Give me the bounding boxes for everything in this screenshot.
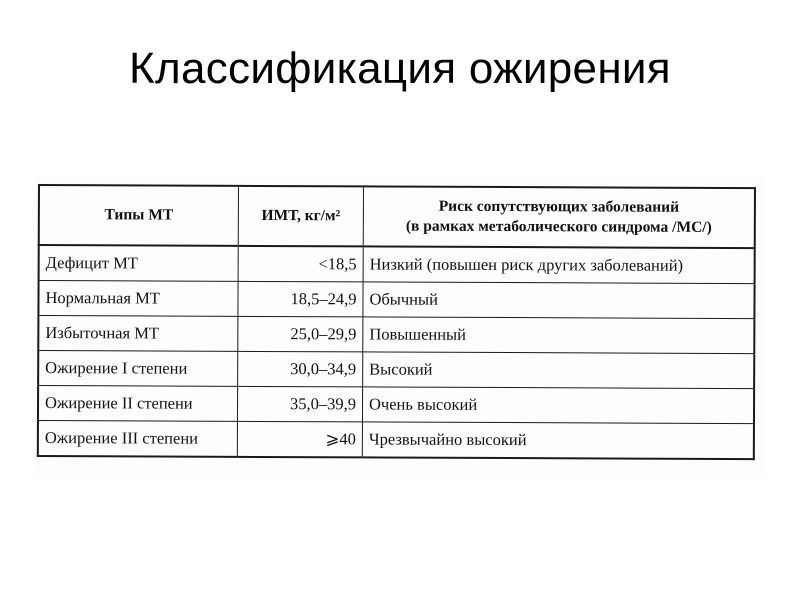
header-risk-line1: Риск сопутствующих заболеваний xyxy=(438,197,680,216)
cell-bmi: 35,0–39,9 xyxy=(237,386,362,422)
cell-risk: Очень высокий xyxy=(362,387,754,424)
table-row xyxy=(39,245,755,284)
cell-risk: Чрезвычайно высокий xyxy=(362,422,754,459)
slide-title: Классификация ожирения xyxy=(129,44,671,93)
cell-risk: Обычный xyxy=(363,282,755,319)
header-risk-line2: (в рамках метаболического синдрома /МС/) xyxy=(405,217,712,236)
cell-bmi: <18,5 xyxy=(238,246,363,282)
cell-bmi: ⩾40 xyxy=(237,421,362,457)
cell-type: Ожирение I степени xyxy=(38,351,238,387)
cell-type: Избыточная МТ xyxy=(38,316,238,352)
table-row xyxy=(38,421,754,460)
table-header-row xyxy=(39,185,755,248)
cell-bmi: 30,0–34,9 xyxy=(238,351,363,387)
table-row xyxy=(38,316,754,354)
cell-risk: Повышенный xyxy=(363,317,755,354)
header-bmi: ИМТ, кг/м² xyxy=(238,186,363,247)
table-row xyxy=(38,351,754,389)
cell-bmi: 18,5–24,9 xyxy=(238,281,363,317)
cell-type: Ожирение III степени xyxy=(38,421,238,457)
cell-bmi: 25,0–29,9 xyxy=(238,316,363,352)
cell-risk: Низкий (повышен риск других заболеваний) xyxy=(363,246,755,283)
cell-type: Нормальная МТ xyxy=(38,281,238,317)
header-risk xyxy=(363,186,755,248)
cell-type: Ожирение II степени xyxy=(38,386,238,422)
cell-risk: Высокий xyxy=(363,352,755,389)
table-row xyxy=(38,281,754,319)
obesity-classification-table xyxy=(37,184,756,460)
table-row xyxy=(38,386,754,424)
cell-type: Дефицит МТ xyxy=(39,245,239,281)
header-type: Типы МТ xyxy=(39,185,239,246)
